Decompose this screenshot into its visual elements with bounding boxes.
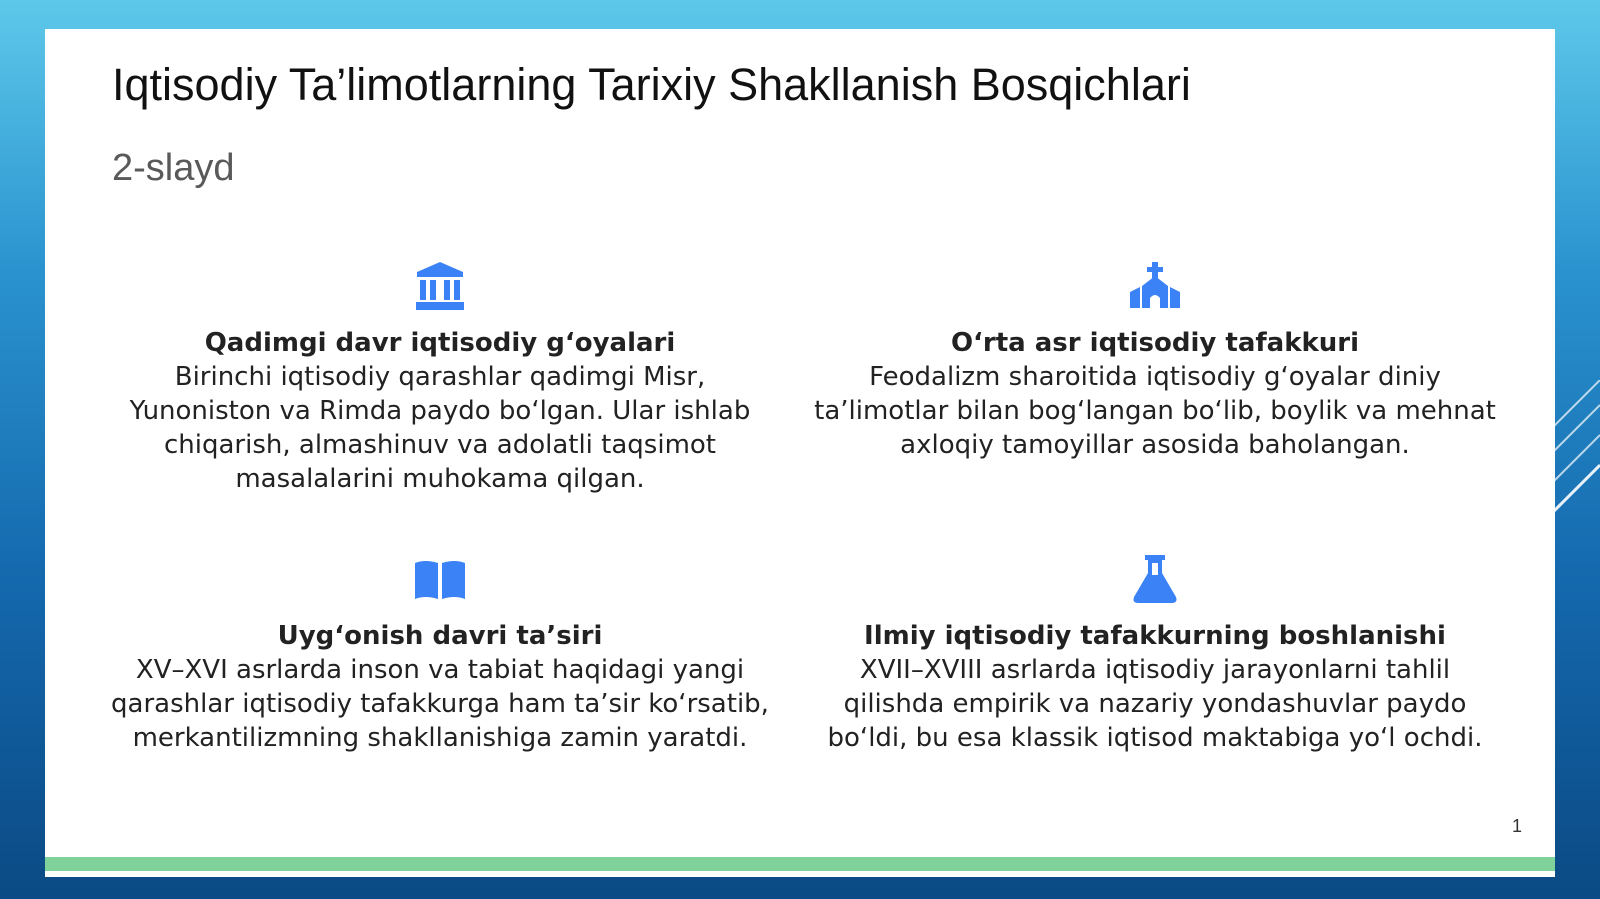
card-text: Birinchi iqtisodiy qarashlar qadimgi Misr, Yunoniston va Rimda paydo bo‘lgan. Ular ishlab chiqarish, almashinuv va adolatli taqsimot masalalarini muhokama qilgan.: [129, 362, 751, 494]
slide: [45, 29, 1555, 877]
card-heading: Qadimgi davr iqtisodiy g‘oyalari: [204, 328, 676, 358]
landmark-icon: [413, 260, 467, 314]
accent-bar: [45, 857, 1555, 871]
book-open-icon: [413, 553, 467, 607]
slide-subtitle: 2-slayd: [112, 147, 235, 189]
church-icon: [1128, 260, 1182, 314]
card-ancient-economics: [95, 260, 785, 496]
card-text: Feodalizm sharoitida iqtisodiy g‘oyalar diniy ta’limotlar bilan bog‘langan bo‘lib, boylik va mehnat axloqiy tamoyillar asosida baholangan.: [814, 362, 1496, 460]
flask-icon: [1128, 553, 1182, 607]
slide-title: Iqtisodiy Ta’limotlarning Tarixiy Shakllanish Bosqichlari: [112, 59, 1191, 110]
card-scientific-economics: [810, 553, 1500, 755]
page-number: 1: [1511, 816, 1522, 836]
card-medieval-economics: [810, 260, 1500, 462]
card-text: XVII–XVIII asrlarda iqtisodiy jarayonlarni tahlil qilishda empirik va nazariy yondashuvlar paydo bo‘ldi, bu esa klassik iqtisod maktabiga yo‘l ochdi.: [827, 655, 1483, 753]
card-heading: O‘rta asr iqtisodiy tafakkuri: [950, 328, 1360, 358]
card-text: XV–XVI asrlarda inson va tabiat haqidagi yangi qarashlar iqtisodiy tafakkurga ham ta’sir ko‘rsatib, merkantilizmning shakllanishiga zamin yaratdi.: [111, 655, 769, 753]
card-heading: Uyg‘onish davri ta’siri: [277, 621, 603, 651]
card-renaissance-influence: [95, 553, 785, 755]
card-heading: Ilmiy iqtisodiy tafakkurning boshlanishi: [864, 621, 1446, 651]
